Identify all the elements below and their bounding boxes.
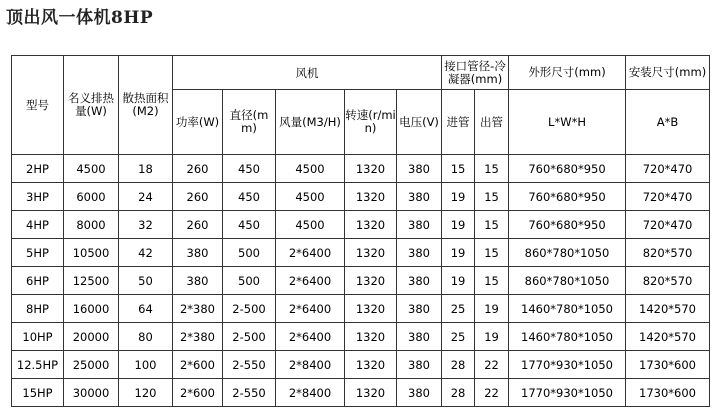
table-row bbox=[12, 379, 710, 407]
cell-heat: 10500 bbox=[64, 239, 119, 267]
cell-model: 8HP bbox=[12, 295, 64, 323]
cell-area: 80 bbox=[119, 323, 173, 351]
cell-pipe-out: 15 bbox=[475, 267, 509, 295]
cell-power: 260 bbox=[173, 211, 223, 239]
cell-model: 6HP bbox=[12, 267, 64, 295]
cell-voltage: 380 bbox=[397, 239, 442, 267]
table-row bbox=[12, 267, 710, 295]
cell-power: 2*380 bbox=[173, 323, 223, 351]
cell-model: 12.5HP bbox=[12, 351, 64, 379]
cell-power: 2*600 bbox=[173, 379, 223, 407]
cell-outer: 860*780*1050 bbox=[509, 267, 626, 295]
cell-install: 720*470 bbox=[626, 211, 710, 239]
header-fan-power: 功率(W) bbox=[173, 90, 223, 155]
cell-pipe-in: 28 bbox=[442, 379, 475, 407]
cell-heat: 16000 bbox=[64, 295, 119, 323]
cell-voltage: 380 bbox=[397, 267, 442, 295]
cell-pipe-in: 19 bbox=[442, 267, 475, 295]
table-row bbox=[12, 295, 710, 323]
cell-power: 2*600 bbox=[173, 351, 223, 379]
spec-table bbox=[11, 55, 710, 407]
header-fan-speed: 转速(r/min) bbox=[345, 90, 397, 155]
cell-power: 2*380 bbox=[173, 295, 223, 323]
cell-heat: 8000 bbox=[64, 211, 119, 239]
cell-area: 18 bbox=[119, 155, 173, 183]
cell-airflow: 2*8400 bbox=[276, 379, 345, 407]
cell-outer: 1460*780*1050 bbox=[509, 323, 626, 351]
cell-area: 50 bbox=[119, 267, 173, 295]
cell-outer: 760*680*950 bbox=[509, 211, 626, 239]
cell-install: 820*570 bbox=[626, 239, 710, 267]
cell-outer: 860*780*1050 bbox=[509, 239, 626, 267]
cell-diameter: 2-500 bbox=[223, 295, 276, 323]
header-outer-size: 外形尺寸(mm) bbox=[509, 56, 626, 90]
cell-power: 380 bbox=[173, 239, 223, 267]
cell-pipe-out: 15 bbox=[475, 183, 509, 211]
cell-diameter: 2-550 bbox=[223, 379, 276, 407]
header-pipe-in: 进管 bbox=[442, 90, 475, 155]
cell-airflow: 2*6400 bbox=[276, 267, 345, 295]
table-row bbox=[12, 211, 710, 239]
cell-diameter: 450 bbox=[223, 211, 276, 239]
cell-speed: 1320 bbox=[345, 155, 397, 183]
cell-voltage: 380 bbox=[397, 183, 442, 211]
header-pipe: 接口管径-冷凝器(mm) bbox=[442, 56, 509, 90]
cell-airflow: 4500 bbox=[276, 183, 345, 211]
cell-diameter: 450 bbox=[223, 155, 276, 183]
header-rated-heat: 名义排热量(W) bbox=[64, 56, 119, 155]
cell-airflow: 2*8400 bbox=[276, 351, 345, 379]
cell-model: 10HP bbox=[12, 323, 64, 351]
cell-airflow: 2*6400 bbox=[276, 295, 345, 323]
header-install-dims: A*B bbox=[626, 90, 710, 155]
table-row bbox=[12, 155, 710, 183]
cell-pipe-out: 15 bbox=[475, 211, 509, 239]
cell-diameter: 2-500 bbox=[223, 323, 276, 351]
cell-outer: 1770*930*1050 bbox=[509, 379, 626, 407]
cell-pipe-out: 22 bbox=[475, 379, 509, 407]
cell-diameter: 500 bbox=[223, 239, 276, 267]
cell-airflow: 2*6400 bbox=[276, 239, 345, 267]
table-row bbox=[12, 323, 710, 351]
cell-speed: 1320 bbox=[345, 351, 397, 379]
header-fan-diameter: 直径(mm) bbox=[223, 90, 276, 155]
cell-model: 2HP bbox=[12, 155, 64, 183]
cell-heat: 30000 bbox=[64, 379, 119, 407]
cell-model: 15HP bbox=[12, 379, 64, 407]
cell-heat: 12500 bbox=[64, 267, 119, 295]
header-model: 型号 bbox=[12, 56, 64, 155]
cell-pipe-in: 25 bbox=[442, 323, 475, 351]
cell-pipe-in: 28 bbox=[442, 351, 475, 379]
cell-power: 260 bbox=[173, 155, 223, 183]
cell-speed: 1320 bbox=[345, 267, 397, 295]
cell-diameter: 500 bbox=[223, 267, 276, 295]
cell-speed: 1320 bbox=[345, 323, 397, 351]
cell-outer: 1460*780*1050 bbox=[509, 295, 626, 323]
header-fan-airflow: 风量(M3/H) bbox=[276, 90, 345, 155]
cell-diameter: 450 bbox=[223, 183, 276, 211]
cell-voltage: 380 bbox=[397, 211, 442, 239]
cell-model: 4HP bbox=[12, 211, 64, 239]
cell-airflow: 4500 bbox=[276, 211, 345, 239]
cell-install: 1730*600 bbox=[626, 379, 710, 407]
cell-speed: 1320 bbox=[345, 239, 397, 267]
header-fan: 风机 bbox=[173, 56, 442, 90]
cell-area: 120 bbox=[119, 379, 173, 407]
cell-power: 260 bbox=[173, 183, 223, 211]
cell-airflow: 4500 bbox=[276, 155, 345, 183]
page-title: 顶出风一体机8HP bbox=[6, 8, 154, 28]
cell-area: 42 bbox=[119, 239, 173, 267]
header-install-size: 安装尺寸(mm) bbox=[626, 56, 710, 90]
cell-outer: 760*680*950 bbox=[509, 183, 626, 211]
cell-voltage: 380 bbox=[397, 323, 442, 351]
cell-install: 1730*600 bbox=[626, 351, 710, 379]
cell-area: 100 bbox=[119, 351, 173, 379]
cell-speed: 1320 bbox=[345, 211, 397, 239]
cell-install: 720*470 bbox=[626, 155, 710, 183]
cell-install: 1420*570 bbox=[626, 295, 710, 323]
cell-install: 720*470 bbox=[626, 183, 710, 211]
cell-power: 380 bbox=[173, 267, 223, 295]
cell-heat: 6000 bbox=[64, 183, 119, 211]
cell-pipe-out: 15 bbox=[475, 155, 509, 183]
header-fan-voltage: 电压(V) bbox=[397, 90, 442, 155]
cell-outer: 1770*930*1050 bbox=[509, 351, 626, 379]
cell-voltage: 380 bbox=[397, 295, 442, 323]
cell-pipe-out: 22 bbox=[475, 351, 509, 379]
cell-pipe-in: 19 bbox=[442, 211, 475, 239]
cell-voltage: 380 bbox=[397, 379, 442, 407]
cell-area: 64 bbox=[119, 295, 173, 323]
header-area: 散热面积(M2) bbox=[119, 56, 173, 155]
cell-pipe-in: 25 bbox=[442, 295, 475, 323]
cell-speed: 1320 bbox=[345, 379, 397, 407]
cell-install: 1420*570 bbox=[626, 323, 710, 351]
table-row bbox=[12, 239, 710, 267]
cell-pipe-in: 15 bbox=[442, 155, 475, 183]
table-row bbox=[12, 351, 710, 379]
cell-heat: 20000 bbox=[64, 323, 119, 351]
cell-speed: 1320 bbox=[345, 183, 397, 211]
cell-pipe-in: 19 bbox=[442, 183, 475, 211]
cell-outer: 760*680*950 bbox=[509, 155, 626, 183]
cell-heat: 25000 bbox=[64, 351, 119, 379]
cell-airflow: 2*6400 bbox=[276, 323, 345, 351]
cell-area: 32 bbox=[119, 211, 173, 239]
cell-install: 820*570 bbox=[626, 267, 710, 295]
cell-voltage: 380 bbox=[397, 351, 442, 379]
cell-pipe-out: 19 bbox=[475, 323, 509, 351]
cell-pipe-out: 15 bbox=[475, 239, 509, 267]
cell-speed: 1320 bbox=[345, 295, 397, 323]
cell-pipe-in: 19 bbox=[442, 239, 475, 267]
cell-heat: 4500 bbox=[64, 155, 119, 183]
header-pipe-out: 出管 bbox=[475, 90, 509, 155]
cell-pipe-out: 19 bbox=[475, 295, 509, 323]
cell-area: 24 bbox=[119, 183, 173, 211]
cell-voltage: 380 bbox=[397, 155, 442, 183]
cell-model: 3HP bbox=[12, 183, 64, 211]
cell-diameter: 2-550 bbox=[223, 351, 276, 379]
cell-model: 5HP bbox=[12, 239, 64, 267]
table-row bbox=[12, 183, 710, 211]
header-outer-dims: L*W*H bbox=[509, 90, 626, 155]
